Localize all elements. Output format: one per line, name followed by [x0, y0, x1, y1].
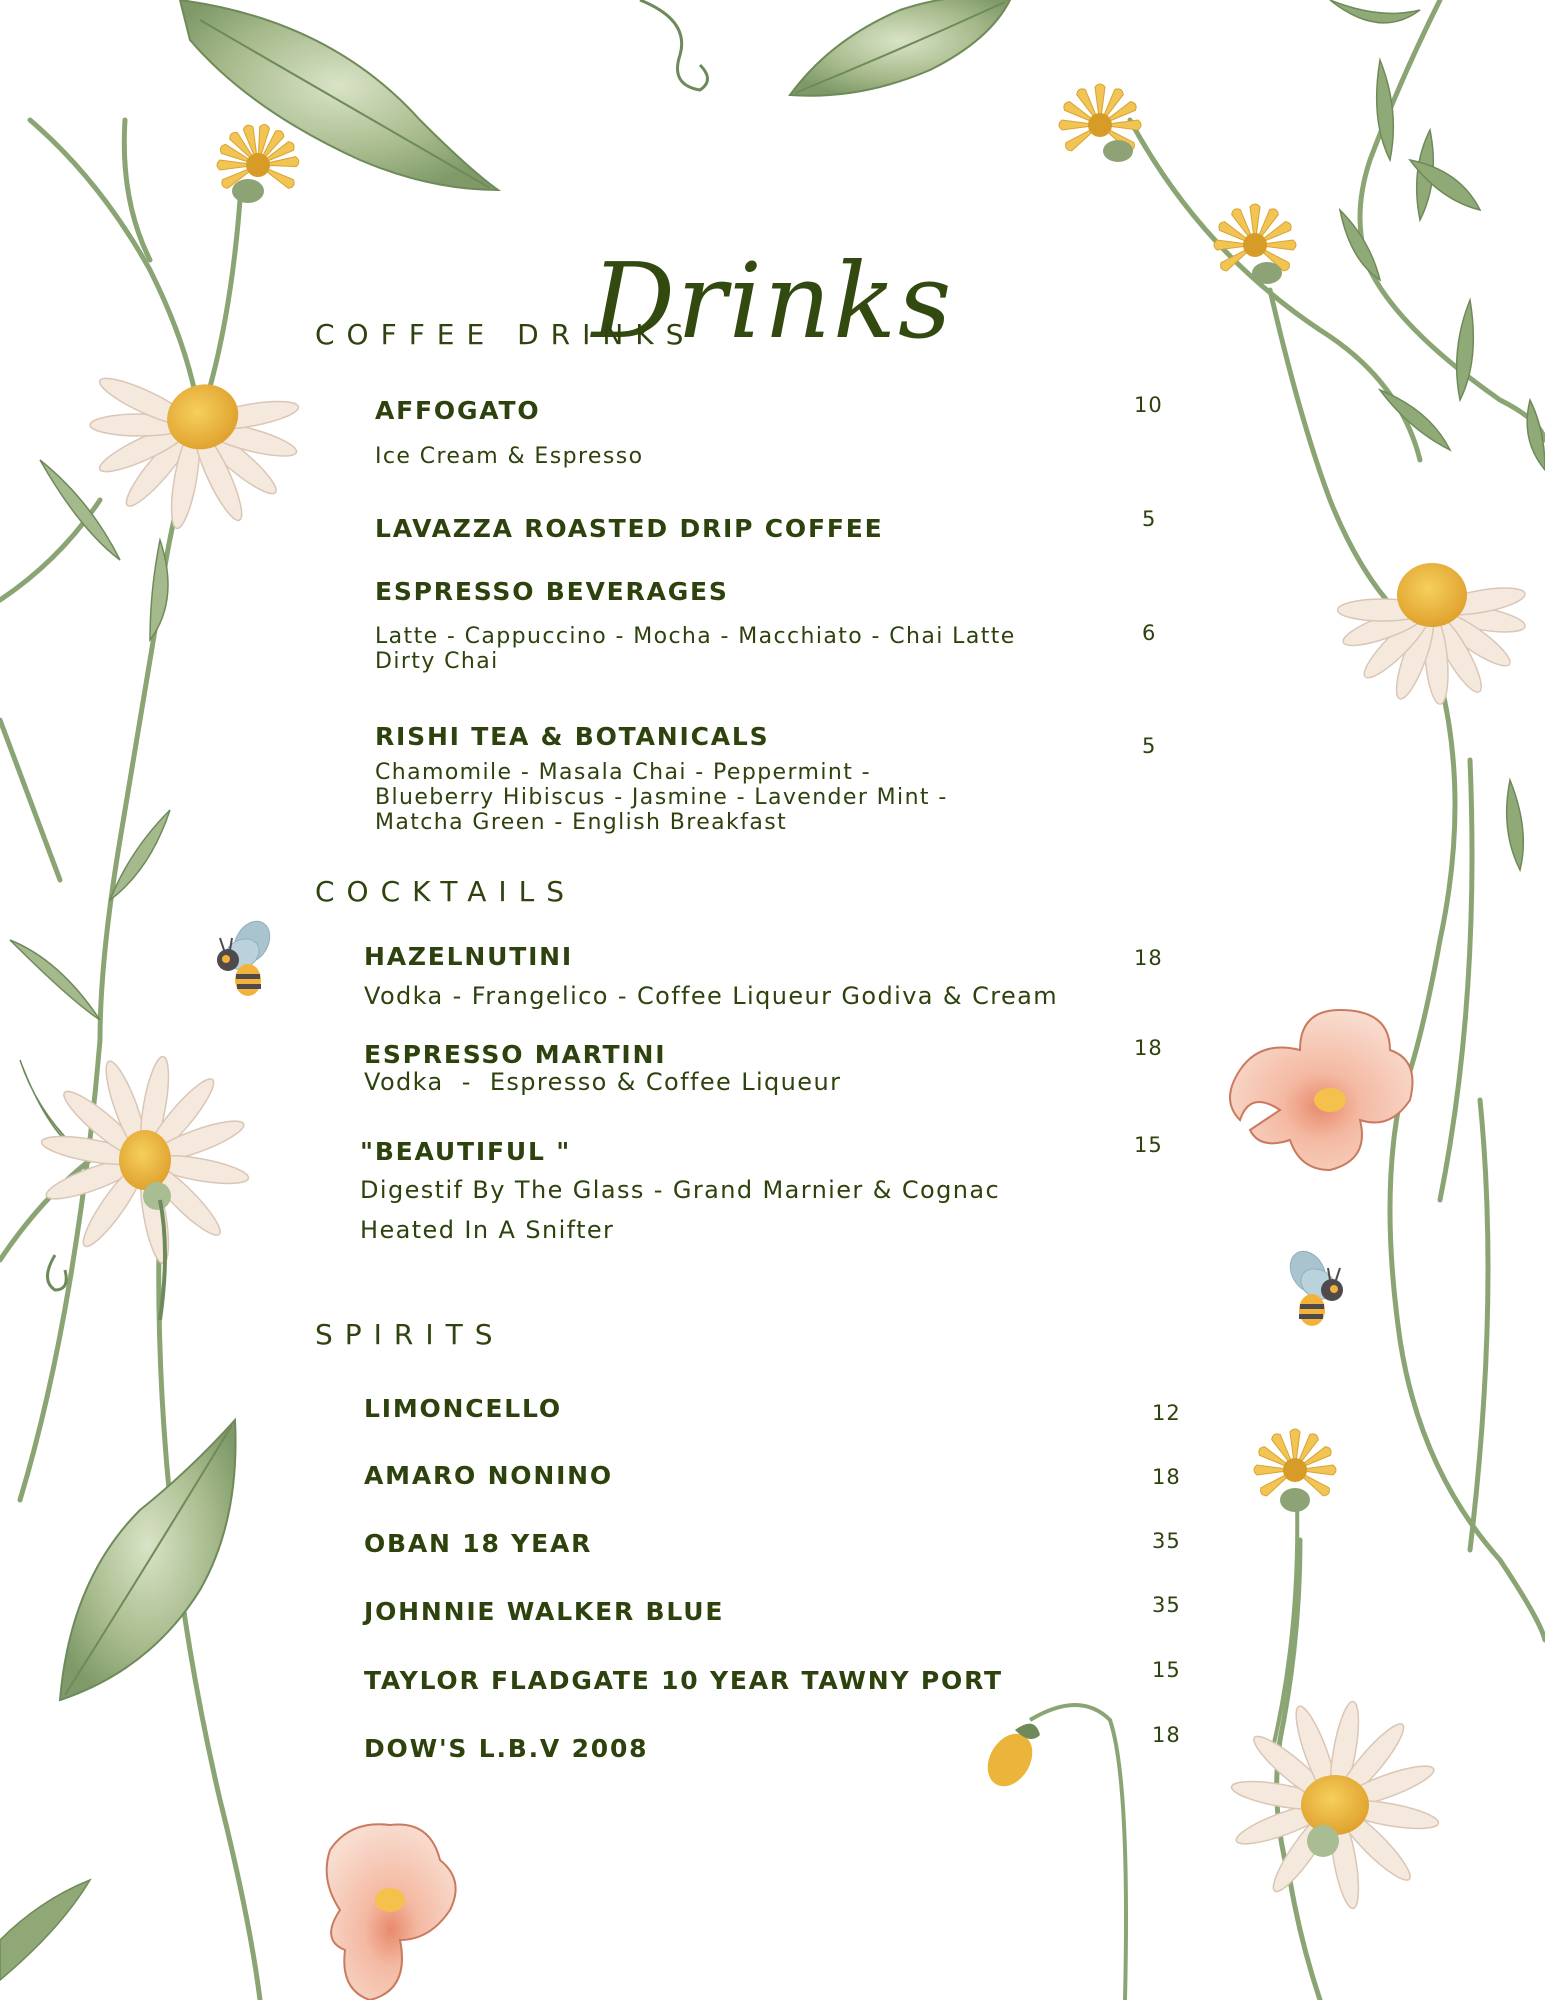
flower-bud-icon: [979, 1705, 1126, 2000]
menu-item-price: 35: [1152, 1593, 1181, 1617]
menu-item-price: 18: [1134, 1036, 1163, 1060]
menu-item-description: Chamomile - Masala Chai - Peppermint -: [375, 760, 871, 785]
menu-item-price: 5: [1142, 507, 1157, 531]
leaf-icon: [0, 1420, 236, 1980]
section-heading-spirits: SPIRITS: [315, 1318, 505, 1351]
menu-item-name: TAYLOR FLADGATE 10 YEAR TAWNY PORT: [364, 1666, 1003, 1695]
menu-item-price: 5: [1142, 734, 1157, 758]
vine-stem-icon: [48, 1255, 67, 1290]
menu-item-name: AMARO NONINO: [364, 1461, 613, 1490]
menu-item-price: 12: [1152, 1401, 1181, 1425]
leaf-icon: [10, 460, 170, 1160]
bee-icon: [1283, 1245, 1343, 1326]
menu-item-name: "BEAUTIFUL ": [360, 1137, 572, 1166]
menu-item-description: Vodka - Espresso & Coffee Liqueur: [364, 1068, 842, 1096]
section-heading-cocktails: COCKTAILS: [315, 875, 577, 908]
menu-item-name: RISHI TEA & BOTANICALS: [375, 722, 770, 751]
menu-item-description: Matcha Green - English Breakfast: [375, 810, 788, 835]
vine-stem-icon: [640, 0, 708, 90]
menu-item-price: 18: [1152, 1723, 1181, 1747]
menu-item-price: 35: [1152, 1529, 1181, 1553]
menu-item-description: Latte - Cappuccino - Mocha - Macchiato - Chai Latte: [375, 624, 1016, 649]
leaf-icon: [1330, 0, 1545, 870]
daisy-icon: [1338, 563, 1527, 705]
menu-item-description: Blueberry Hibiscus - Jasmine - Lavender Mint -: [375, 785, 948, 810]
section-heading-coffee-drinks: COFFEE DRINKS: [315, 318, 696, 351]
menu-item-name: ESPRESSO MARTINI: [364, 1040, 667, 1069]
page-title: Drinks: [591, 239, 954, 362]
daisy-icon: [40, 1055, 251, 1266]
menu-item-price: 6: [1142, 621, 1157, 645]
menu-item-price: 10: [1134, 393, 1163, 417]
sweet-pea-flower-icon: [327, 1824, 456, 2000]
menu-item-name: AFFOGATO: [375, 396, 541, 425]
leaf-icon: [790, 0, 1010, 96]
menu-item-name: LIMONCELLO: [364, 1394, 562, 1423]
yellow-dandelion-icon: [217, 124, 299, 203]
menu-item-price: 18: [1152, 1465, 1181, 1489]
menu-item-name: OBAN 18 YEAR: [364, 1529, 593, 1558]
menu-item-price: 18: [1134, 946, 1163, 970]
menu-item-price: 15: [1134, 1133, 1163, 1157]
menu-item-description: Dirty Chai: [375, 649, 499, 674]
leaf-icon: [180, 0, 498, 190]
vine-stem-icon: [160, 1200, 165, 1320]
menu-item-price: 15: [1152, 1658, 1181, 1682]
yellow-dandelion-icon: [1254, 1429, 1336, 1512]
vine-stem-icon: [0, 120, 260, 2000]
sweet-pea-flower-icon: [1230, 1010, 1413, 1170]
menu-item-name: ESPRESSO BEVERAGES: [375, 577, 729, 606]
menu-item-name: LAVAZZA ROASTED DRIP COFFEE: [375, 514, 884, 543]
daisy-icon: [1230, 1700, 1441, 1911]
menu-item-description: Heated In A Snifter: [360, 1216, 615, 1244]
menu-item-name: DOW'S L.B.V 2008: [364, 1734, 649, 1763]
bee-icon: [217, 915, 277, 996]
vine-stem-icon: [1270, 1500, 1297, 1760]
menu-item-name: HAZELNUTINI: [364, 942, 574, 971]
menu-item-description: Ice Cream & Espresso: [375, 444, 644, 469]
yellow-dandelion-icon: [1059, 84, 1141, 162]
menu-item-description: Digestif By The Glass - Grand Marnier & Cognac: [360, 1176, 1001, 1204]
menu-item-description: Vodka - Frangelico - Coffee Liqueur Godiva & Cream: [364, 982, 1059, 1010]
menu-item-name: JOHNNIE WALKER BLUE: [364, 1597, 725, 1626]
